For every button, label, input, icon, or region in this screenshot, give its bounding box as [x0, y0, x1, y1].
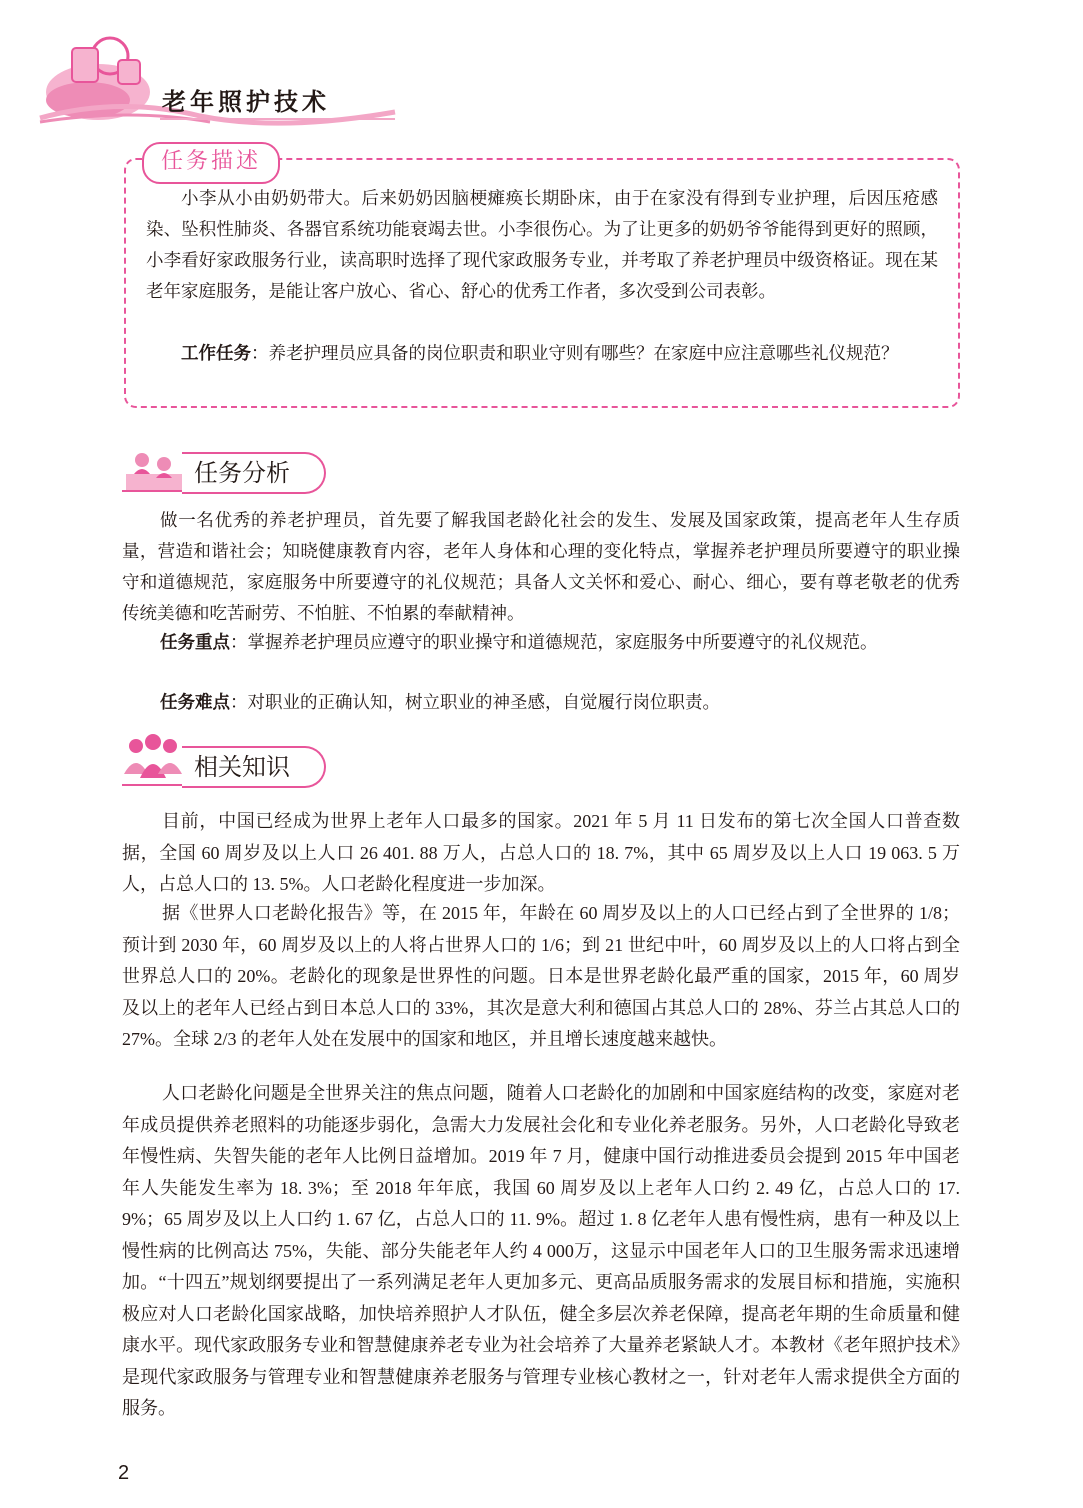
work-task-text: ：养老护理员应具备的岗位职责和职业守则有哪些？在家庭中应注意哪些礼仪规范？: [251, 344, 899, 364]
task-difficulty-label: 任务难点: [160, 693, 230, 713]
page-header: [0, 0, 1083, 130]
task-key-text: ：掌握养老护理员应遵守的职业操守和道德规范，家庭服务中所要遵守的礼仪规范。: [230, 633, 878, 653]
task-difficulty-text: ：对职业的正确认知，树立职业的神圣感，自觉履行岗位职责。: [230, 693, 720, 713]
knowledge-paragraph-2: 据《世界人口老龄化报告》等，在 2015 年，年龄在 60 周岁及以上的人口已经占到了全世界的 1/8；预计到 2030 年，60 周岁及以上的人将占世界人口的 1/6；到 21 世纪中叶，60 周岁及以上的人口将占到全世界总人口的 20%。老龄化的现象是世界性的问题。日本是世界老龄化最严重的国家，2015 年，60 周岁及以上的老年人已经占到日本总人口的 33%，其次是意大利和德国占其总人口的 28%、芬兰占其总人口的 27%。全球 2/3 的老年人处在发展中的国家和地区，并且增长速度越来越快。: [122, 903, 960, 1049]
task-description-paragraph: 小李从小由奶奶带大。后来奶奶因脑梗瘫痪长期卧床，由于在家没有得到专业护理，后因压疮感染、坠积性肺炎、各器官系统功能衰竭去世。小李很伤心。为了让更多的奶奶爷爷能得到更好的照顾，小李看好家政服务行业，读高职时选择了现代家政服务专业，并考取了养老护理员中级资格证。现在某老年家庭服务，是能让客户放心、省心、舒心的优秀工作者，多次受到公司表彰。: [146, 189, 938, 302]
task-analysis-paragraph: 做一名优秀的养老护理员，首先要了解我国老龄化社会的发生、发展及国家政策，提高老年人生存质量，营造和谐社会；知晓健康教育内容，老年人身体和心理的变化特点，掌握养老护理员所要遵守的职业操守和道德规范，家庭服务中所要遵守的礼仪规范；具备人文关怀和爱心、耐心、细心，要有尊老敬老的优秀传统美德和吃苦耐劳、不怕脏、不怕累的奉献精神。: [122, 511, 960, 624]
task-key-paragraph: [122, 628, 960, 659]
people-group-icon: [122, 734, 184, 784]
task-analysis-title: 任务分析: [182, 452, 326, 494]
knowledge-paragraph-1: 目前，中国已经成为世界上老年人口最多的国家。2021 年 5 月 11 日发布的第七次全国人口普查数据，全国 60 周岁及以上人口 26 401. 88 万人，占总人口的 18. 7%，其中 65 周岁及以上人口 19 063. 5 万人，占总人口的 13. 5%。人口老龄化程度进一步加深。: [122, 811, 960, 894]
knowledge-paragraph-3: 人口老龄化问题是全世界关注的焦点问题，随着人口老龄化的加剧和中国家庭结构的改变，家庭对老年成员提供养老照料的功能逐步弱化，急需大力发展社会化和专业化养老服务。另外，人口老龄化导致老年慢性病、失智失能的老年人比例日益增加。2019 年 7 月，健康中国行动推进委员会提到 2015 年中国老年人失能发生率为 18. 3%；至 2018 年年底，我国 60 周岁及以上老年人口约 2. 49 亿，占总人口的 17. 9%；65 周岁及以上人口约 1. 67 亿，占总人口的 11. 9%。超过 1. 8 亿老年人患有慢性病，患有一种及以上慢性病的比例高达 75%，失能、部分失能老年人约 4 000万，这显示中国老年人口的卫生服务需求迅速增加。“十四五”规划纲要提出了一系列满足老年人更加多元、更高品质服务需求的发展目标和措施，实施积极应对人口老龄化国家战略，加快培养照护人才队伍，健全多层次养老保障，提高老年期的生命质量和健康水平。现代家政服务专业和智慧健康养老专业为社会培养了大量养老紧缺人才。本教材《老年照护技术》是现代家政服务与管理专业和智慧健康养老服务与管理专业核心教材之一，针对老年人需求提供全方面的服务。: [122, 1083, 960, 1418]
task-analysis-heading: [122, 450, 332, 494]
work-task-paragraph: [146, 339, 938, 370]
caregiver-illustration-icon: [122, 450, 182, 494]
related-knowledge-title: 相关知识: [182, 746, 326, 788]
header-underline: [160, 118, 395, 120]
task-difficulty-paragraph: [122, 688, 960, 719]
related-knowledge-heading: [122, 734, 332, 781]
task-key-label: 任务重点: [160, 633, 230, 653]
work-task-label: 工作任务: [181, 344, 251, 364]
task-description-tag: 任务描述: [142, 142, 280, 184]
book-title: 老年照护技术: [162, 87, 330, 116]
page-number: 2: [118, 1462, 130, 1484]
